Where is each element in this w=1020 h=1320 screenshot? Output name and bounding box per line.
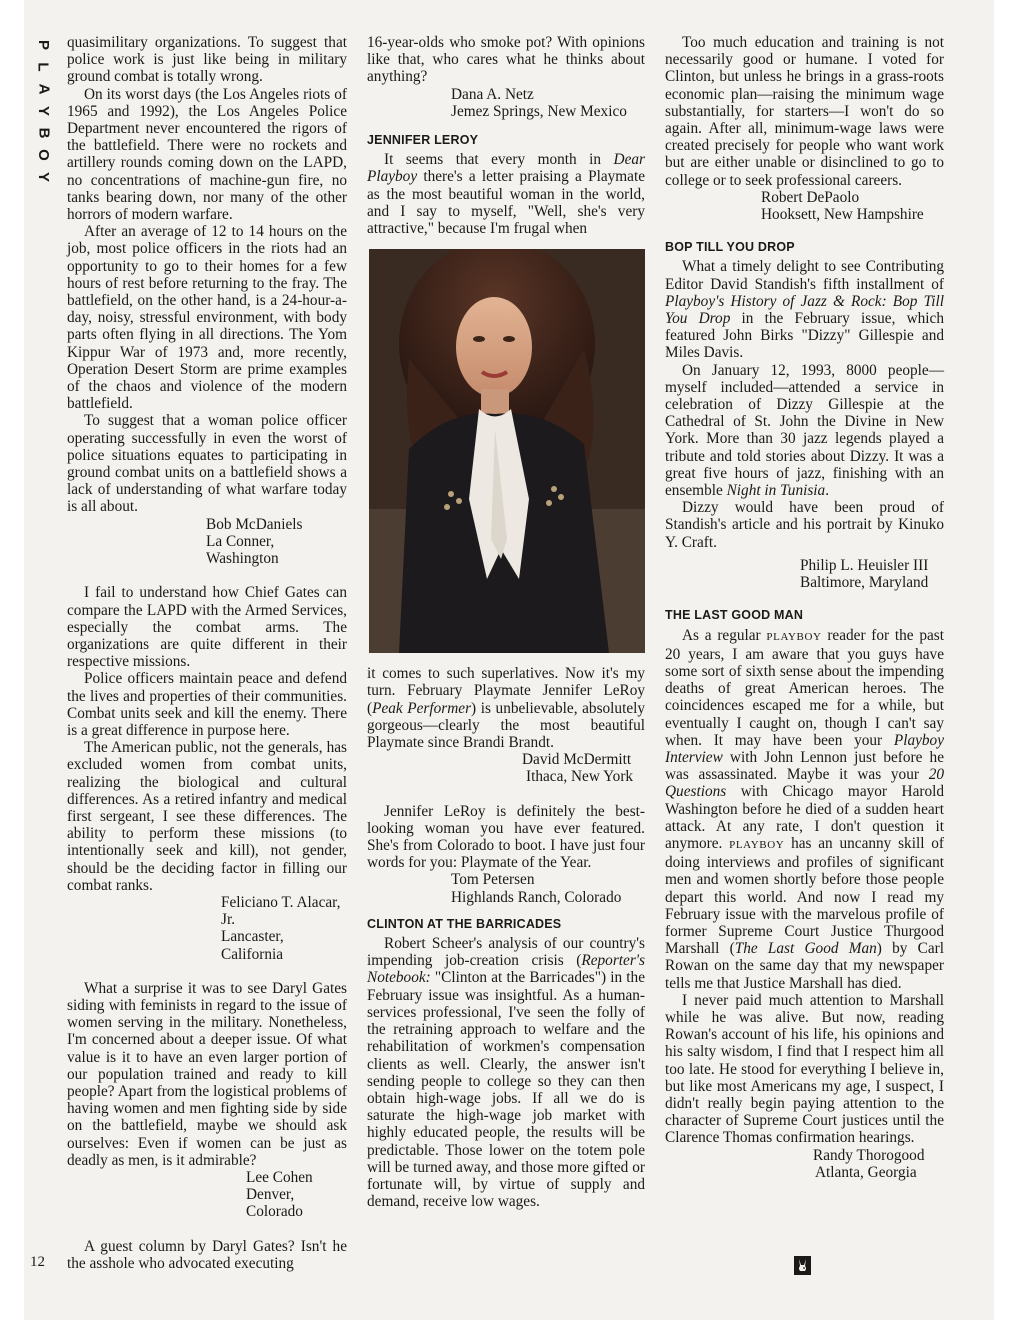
letter-paragraph: Jennifer LeRoy is definitely the best-looking woman you have ever featured. She's from Colorado to boot. I have just four words for you: Playmate of the Year. (367, 802, 645, 872)
letter-paragraph: The American public, not the generals, has excluded women from combat units, realizing the biological and cultural differences. As a retired infantry and medical first sergeant, I see these differences. The ability to perform these missions (to intentionally seek and kill), not gender, should be the deciding factor in filling our combat ranks. (67, 739, 347, 894)
letter-paragraph: Robert Scheer's analysis of our country's impending job-creation crisis (Reporter's Notebook: "Clinton at the Barricades") in the February issue was insightful. As a human-services professional, I've seen the folly of the retraining approach to welfare and the rehabilitation of workmen's compensation clients as well. Clearly, the answer isn't sending people to college so they can then obtain high-wage jobs. If all we do is saturate the high-wage job market with highly educated people, the results will be predictable. Those lower on the totem pole will be turned away, and those more gifted or fortunate will, by virtue of supply and demand, receive low wages. (367, 935, 645, 1211)
letter-paragraph: A guest column by Daryl Gates? Isn't he the asshole who advocated executing (67, 1237, 347, 1272)
letter-paragraph: I never paid much attention to Marshall while he was alive. But now, reading Rowan's account of his life, his opinions and his salty wisdom, I find that I respect him all too late. He stood for everything I believe in, but like most Americans my age, I suspect, I didn't really begin paying attention to the character of Supreme Court justices until the Clarence Thomas confirmation hearings. (665, 991, 944, 1147)
section-heading: CLINTON AT THE BARRICADES (367, 916, 562, 931)
letter-signature: Philip L. Heuisler III Baltimore, Maryland (800, 556, 929, 592)
letter-paragraph: To suggest that a woman police officer operating successfully in even the worst of police situations equates to participating in ground combat units on a battlefield shows a lack of understanding of what warfare today is all about. (67, 412, 347, 516)
vertical-brand: P L A Y B O Y (34, 39, 52, 183)
letter-paragraph: quasimilitary organizations. To suggest that police work is just like being in military ground combat is totally wrong. (67, 34, 347, 86)
letter-paragraph: I fail to understand how Chief Gates can compare the LAPD with the Armed Services, especially the combat arms. The organizations are quite different in their respective missions. (67, 584, 347, 671)
section-heading: BOP TILL YOU DROP (665, 240, 795, 255)
page-number: 12 (30, 1254, 45, 1270)
letter-paragraph: On January 12, 1993, 8000 people—myself included—attended a service in celebration of Dizzy Gillespie at the Cathedral of St. John the Divine in New York. More than 30 jazz legends played a tribute and told stories about Dizzy. It was a great five hours of jazz, finishing with an ensemble Night in Tunisia. (665, 361, 944, 500)
letter-signature: David McDermitt Ithaca, New York (522, 751, 634, 786)
letter-signature: Bob McDaniels La Conner, Washington (206, 515, 303, 568)
section-heading: JENNIFER LEROY (367, 133, 479, 148)
letter-signature: Lee Cohen Denver, Colorado (246, 1169, 313, 1221)
letter-signature: Randy Thorogood Atlanta, Georgia (813, 1146, 925, 1181)
section-heading: THE LAST GOOD MAN (665, 608, 804, 623)
letter-paragraph: What a timely delight to see Contributing Editor David Standish's fifth installment of Playboy's History of Jazz & Rock: Bop Till You Drop in the February issue, which featured John Birks "Dizzy" Gillespie and Miles Davis. (665, 258, 944, 362)
letter-signature: Feliciano T. Alacar, Jr. Lancaster, California (221, 893, 341, 963)
letter-paragraph: Too much education and training is not necessarily good or humane. I voted for Clinton, but unless he brings in a grass-roots economic plan—raising the minimum wage substantially, for starters—I won't do so again. After all, minimum-wage laws were created precisely for people who want work but are either unable or disinclined to go to college or to seek professional careers. (665, 34, 944, 189)
letter-paragraph: Dizzy would have been proud of Standish's article and his portrait by Kinuko Y. Craft. (665, 499, 944, 551)
magazine-page (24, 0, 994, 1320)
letter-paragraph: 16-year-olds who smoke pot? With opinions like that, who cares what he thinks about anything? (367, 34, 645, 86)
letter-signature: Dana A. Netz Jemez Springs, New Mexico (451, 85, 627, 120)
column-1 (67, 34, 347, 1272)
letter-paragraph: After an average of 12 to 14 hours on the job, most police officers in the riots had an opportunity to go to their homes for a few hours of rest before returning to the fray. The battlefield, on the other hand, is a 24-hour-a-day, noisy, stressful environment, with body parts often flying in all directions. The Yom Kippur War of 1973 and, more recently, Operation Desert Storm are prime examples of the chaos and violence of the modern battlefield. (67, 223, 347, 413)
letter-paragraph: As a regular PLAYBOY reader for the past 20 years, I am aware that you guys have some sort of sixth sense about the impending deaths of great American heroes. The coincidences escaped me for a while, but eventually I caught on, though I can't say when. It may have been your Playboy Interview with John Lennon just before he was assassinated. Maybe it was your 20 Questions with Chicago mayor Harold Washington before he died of a sudden heart attack. At any rate, I don't question it anymore. PLAYBOY has an uncanny skill of doing interviews and profiles of significant men and women shortly before those people depart this world. And now I read my February issue with the marvelous profile of former Supreme Court Justice Thurgood Marshall (The Last Good Man) by Carl Rowan on the same day that my newspaper tells me that Justice Marshall has died. (665, 626, 945, 992)
column-3 (665, 34, 944, 1181)
letter-paragraph: On its worst days (the Los Angeles riots of 1965 and 1992), the Los Angeles Police Department never encountered the rigors of the battlefield. There were no rockets and artillery rounds coming down on the LAPD, no concentrations of machine-gun fire, no tanks bearing down, nor many of the other horrors of modern warfare. (67, 85, 347, 224)
letter-signature: Tom Petersen Highlands Ranch, Colorado (451, 871, 622, 906)
letter-signature: Robert DePaolo Hooksett, New Hampshire (761, 188, 924, 224)
letter-paragraph: It seems that every month in Dear Playboy there's a letter praising a Playmate as the most beautiful woman in the world, and I say to myself, "Well, she's very attractive," because I'm frugal when (367, 151, 645, 238)
letter-paragraph: What a surprise it was to see Daryl Gates siding with feminists in regard to the issue of women serving in the military. Nonetheless, I'm concerned about a deeper issue. Of what value is it to have an even larger portion of our population trained and ready to kill people? Apart from the logistical problems of having women and men fighting side by side on the battlefield, maybe we should ask ourselves: Even if women can be just as deadly as men, is it admirable? (67, 979, 347, 1169)
playmate-photo (369, 249, 645, 653)
rabbit-head-icon (794, 1256, 811, 1275)
portrait-photo (369, 249, 645, 653)
column-2 (367, 34, 645, 1210)
letter-paragraph: Police officers maintain peace and defend the lives and properties of their communities. Combat units seek and kill the enemy. There is a great difference in purpose here. (67, 670, 347, 739)
letter-paragraph: it comes to such superlatives. Now it's my turn. February Playmate Jennifer LeRoy (Peak Performer) is unbelievable, absolutely gorgeous—clearly the most beautiful Playmate since Brandi Brandt. (367, 665, 646, 752)
